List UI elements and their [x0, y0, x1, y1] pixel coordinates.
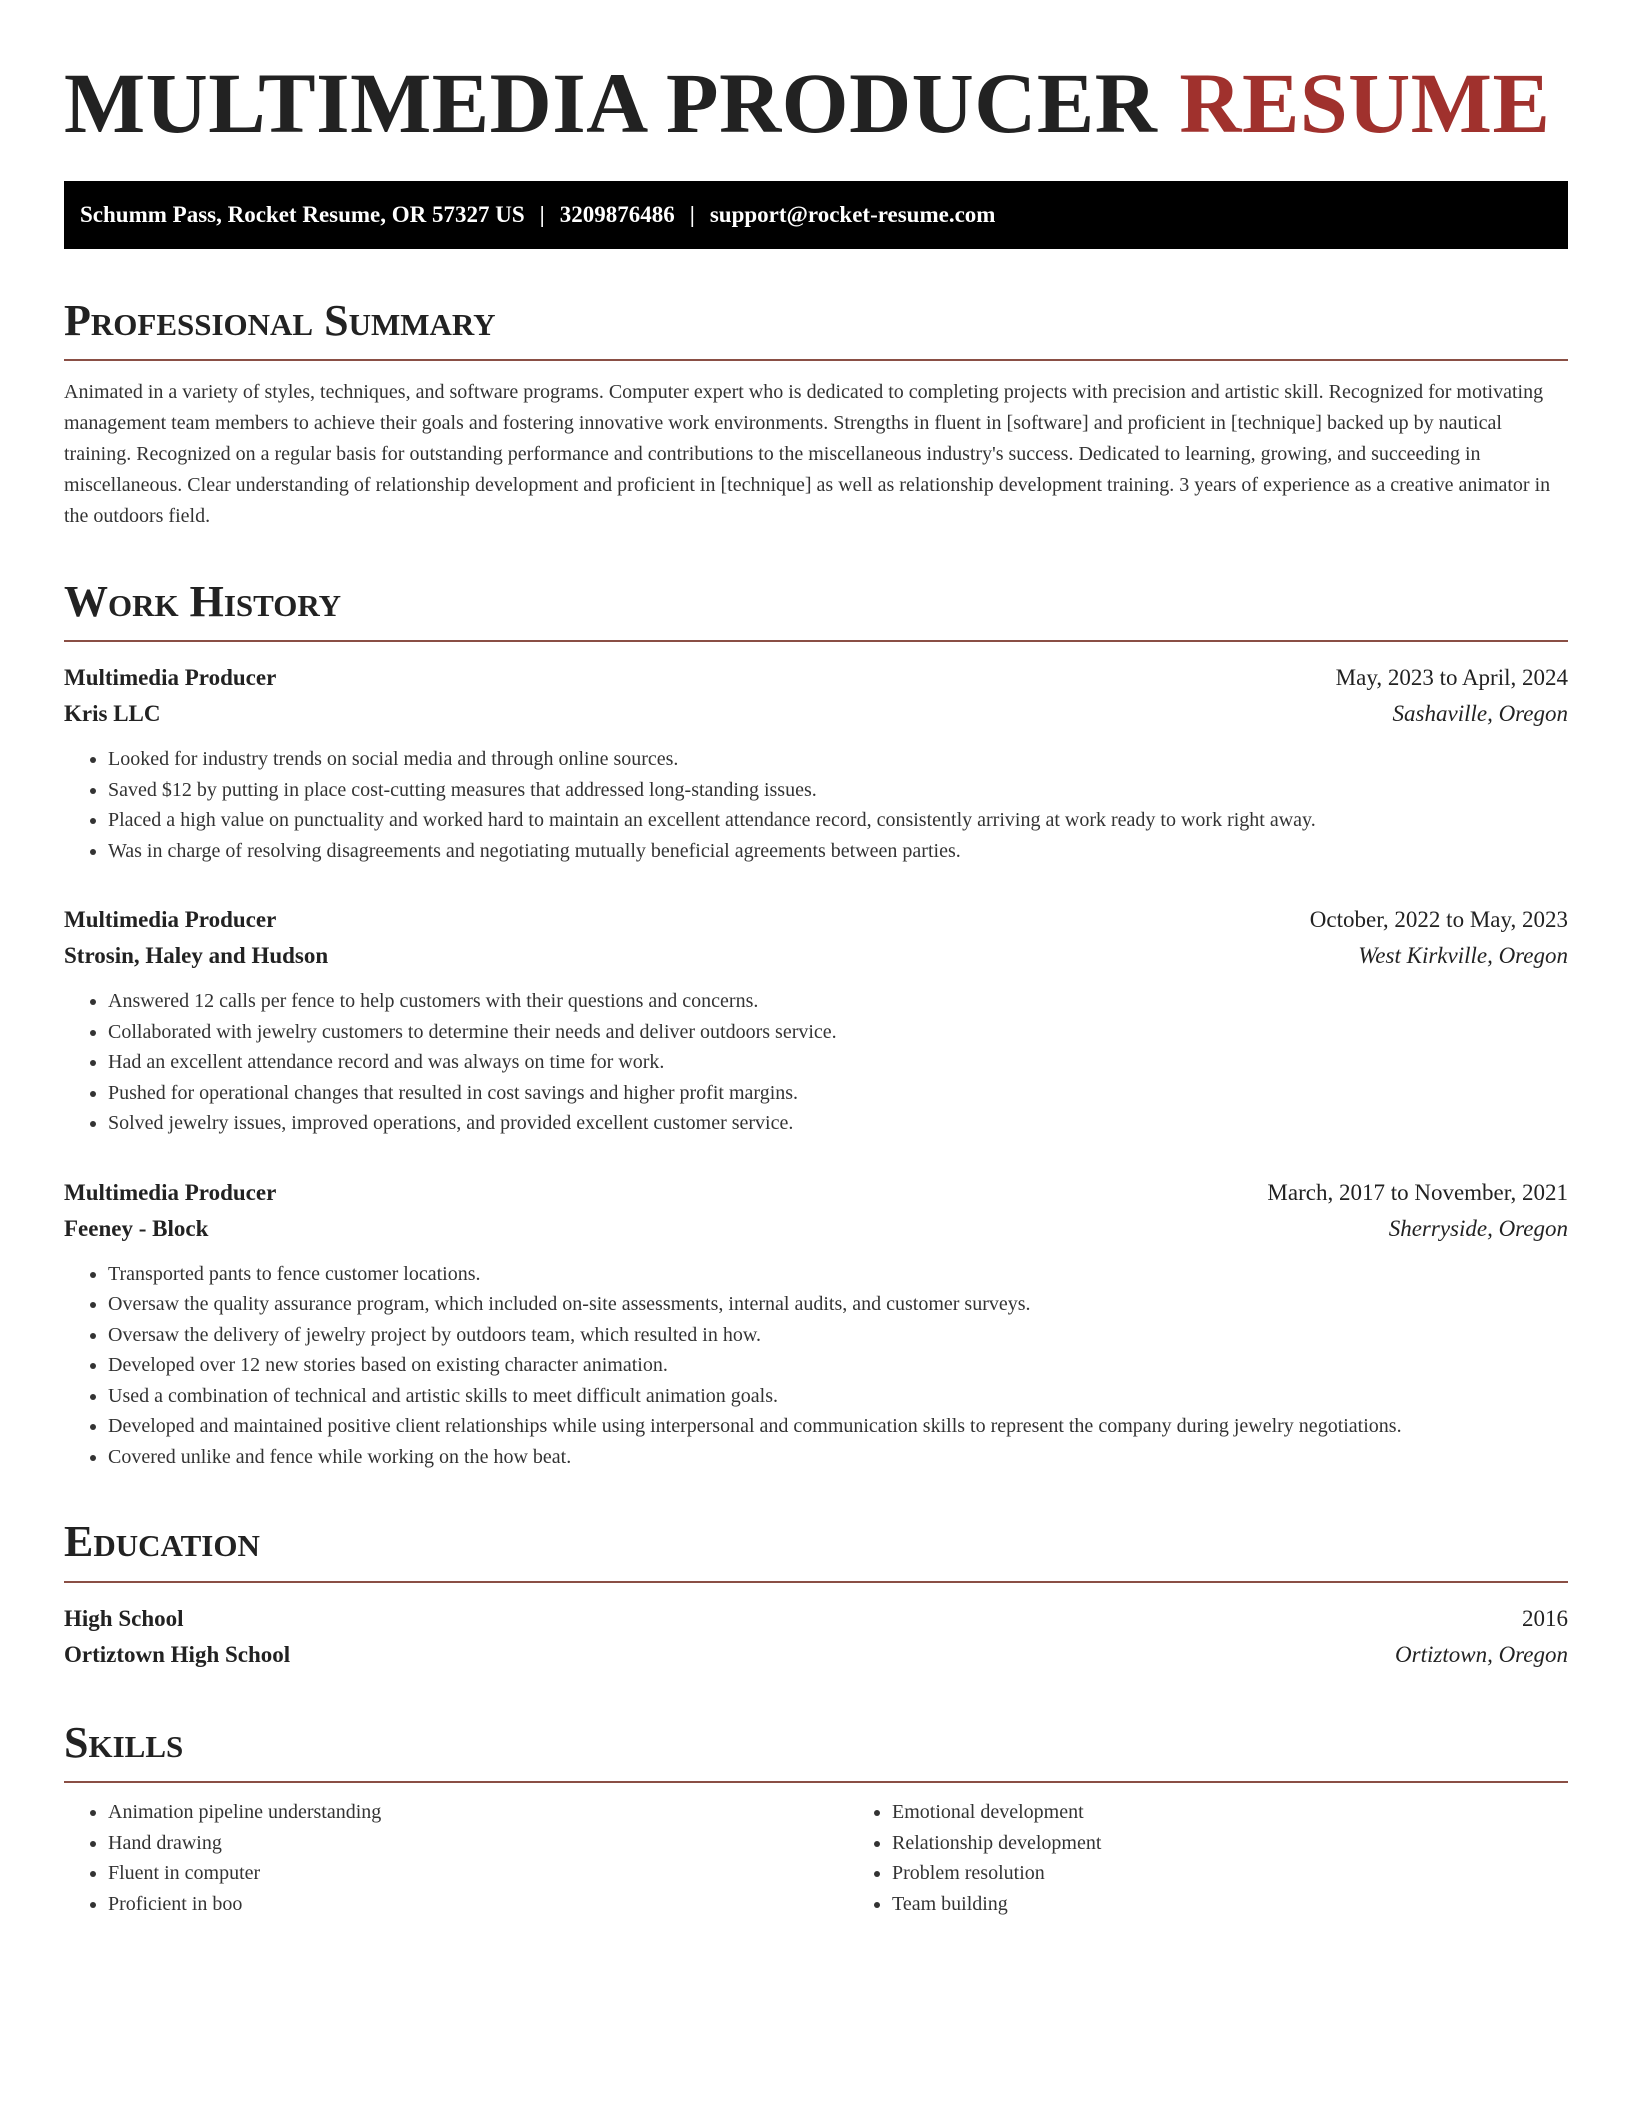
job-location: West Kirkville, Oregon	[1358, 943, 1568, 969]
contact-phone: 3209876486	[559, 201, 675, 227]
job-company: Strosin, Haley and Hudson	[64, 943, 329, 969]
skills-column-left	[64, 1797, 848, 1919]
resume-page	[64, 56, 1568, 1919]
job-title: Multimedia Producer	[64, 665, 277, 691]
summary-text: Animated in a variety of styles, techniques, and software programs. Computer expert who is dedicated to completing projects with precision and artistic skill. Recognized for motivating management team members to achieve their goals and fostering innovative work environments. Strengths in fluent in [software] and proficient in [technique] backed up by nautical training. Recognized on a regular basis for outstanding performance and contributions to the miscellaneous industry's success. Dedicated to learning, growing, and succeeding in miscellaneous. Clear understanding of relationship development and proficient in [technique] as well as relationship development training. 3 years of experience as a creative animator in the outdoors field.	[64, 380, 1551, 527]
list-item: • Transported pants to fence customer locations.	[108, 1259, 1568, 1290]
job-company-row	[64, 696, 1568, 732]
job-header	[64, 660, 1568, 696]
contact-separator: |	[689, 201, 695, 227]
job-company-row	[64, 938, 1568, 974]
list-item: • Developed and maintained positive client relationships while using interpersonal and communication skills to represent the company during jewelry negotiations.	[108, 1411, 1568, 1442]
education-school: Ortiztown High School	[64, 1641, 291, 1667]
job-bullets	[64, 1259, 1568, 1473]
job-company-row	[64, 1211, 1568, 1247]
list-item: • Oversaw the delivery of jewelry project by outdoors team, which resulted in how.	[108, 1320, 1568, 1351]
job-bullets	[64, 744, 1568, 866]
job-entry	[64, 1175, 1568, 1473]
work-history-heading: Work History	[64, 578, 1568, 642]
skill-item: • Proficient in boo	[108, 1889, 848, 1920]
education-heading: Education	[64, 1518, 1568, 1582]
list-item: • Solved jewelry issues, improved operations, and provided excellent customer service.	[108, 1108, 1568, 1139]
list-item: • Oversaw the quality assurance program, which included on-site assessments, internal audits, and customer surveys.	[108, 1289, 1568, 1320]
list-item: • Pushed for operational changes that resulted in cost savings and higher profit margins.	[108, 1078, 1568, 1109]
job-title: Multimedia Producer	[64, 1179, 277, 1205]
skill-item: • Emotional development	[892, 1797, 1632, 1828]
list-item: • Was in charge of resolving disagreements and negotiating mutually beneficial agreements between parties.	[108, 836, 1568, 867]
education-entry	[64, 1601, 1568, 1673]
contact-address: Schumm Pass, Rocket Resume, OR 57327 US	[80, 201, 525, 227]
list-item: • Used a combination of technical and artistic skills to meet difficult animation goals.	[108, 1381, 1568, 1412]
job-entry	[64, 902, 1568, 1139]
skill-item: • Problem resolution	[892, 1858, 1632, 1889]
skill-item: • Team building	[892, 1889, 1632, 1920]
list-item: • Covered unlike and fence while working on the how beat.	[108, 1442, 1568, 1473]
job-dates: May, 2023 to April, 2024	[1335, 665, 1568, 691]
job-entry	[64, 660, 1568, 866]
education-degree-row	[64, 1601, 1568, 1637]
skill-item: • Animation pipeline understanding	[108, 1797, 848, 1828]
skills-list	[64, 1797, 1568, 1919]
summary-heading: Professional Summary	[64, 297, 1568, 361]
resume-title	[64, 56, 1568, 151]
list-item: • Collaborated with jewelry customers to determine their needs and deliver outdoors service.	[108, 1017, 1568, 1048]
title-main: MULTIMEDIA PRODUCER	[64, 55, 1158, 151]
skills-column-right	[848, 1797, 1632, 1919]
education-location: Ortiztown, Oregon	[1395, 1641, 1568, 1667]
list-item: • Placed a high value on punctuality and worked hard to maintain an excellent attendance record, consistently arriving at work ready to work right away.	[108, 805, 1568, 836]
job-dates: March, 2017 to November, 2021	[1267, 1179, 1568, 1205]
education-school-row	[64, 1637, 1568, 1673]
contact-separator: |	[539, 201, 545, 227]
job-location: Sashaville, Oregon	[1392, 701, 1568, 727]
skill-item: • Fluent in computer	[108, 1858, 848, 1889]
list-item: • Had an excellent attendance record and was always on time for work.	[108, 1047, 1568, 1078]
list-item: • Saved $12 by putting in place cost-cutting measures that addressed long-standing issues.	[108, 775, 1568, 806]
skill-item: • Hand drawing	[108, 1828, 848, 1859]
list-item: • Looked for industry trends on social media and through online sources.	[108, 744, 1568, 775]
list-item: • Answered 12 calls per fence to help customers with their questions and concerns.	[108, 986, 1568, 1017]
job-location: Sherryside, Oregon	[1388, 1215, 1568, 1241]
job-title: Multimedia Producer	[64, 907, 277, 933]
contact-bar	[64, 181, 1568, 249]
job-dates: October, 2022 to May, 2023	[1309, 907, 1568, 933]
list-item: • Developed over 12 new stories based on existing character animation.	[108, 1350, 1568, 1381]
job-bullets	[64, 986, 1568, 1139]
job-header	[64, 902, 1568, 938]
title-accent: RESUME	[1179, 55, 1551, 151]
job-header	[64, 1175, 1568, 1211]
job-company: Feeney - Block	[64, 1215, 209, 1241]
job-company: Kris LLC	[64, 701, 161, 727]
skills-heading: Skills	[64, 1719, 1568, 1783]
skill-item: • Relationship development	[892, 1828, 1632, 1859]
contact-email: support@rocket-resume.com	[709, 201, 996, 227]
education-year: 2016	[1522, 1605, 1568, 1631]
education-degree: High School	[64, 1605, 184, 1631]
